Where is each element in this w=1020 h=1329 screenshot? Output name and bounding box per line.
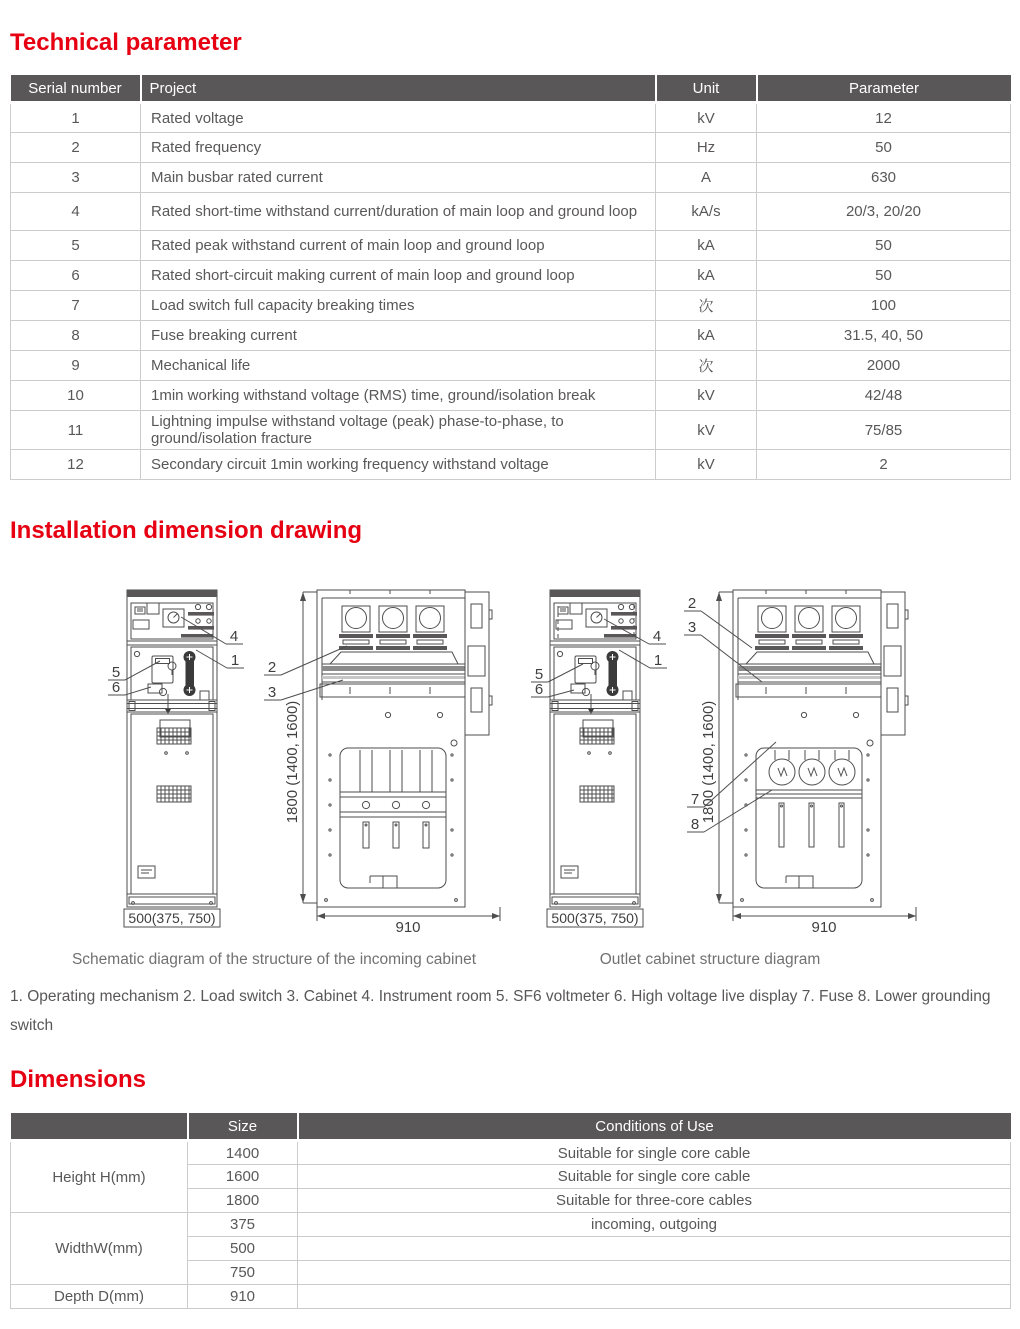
- project-cell: Rated short-circuit making current of main loop and ground loop: [141, 261, 656, 291]
- condition-cell: [298, 1285, 1011, 1309]
- table-row: [11, 411, 1011, 450]
- outlet-cabinet-caption: Outlet cabinet structure diagram: [599, 951, 821, 968]
- serial-cell: 8: [11, 321, 141, 351]
- project-cell: Load switch full capacity breaking times: [141, 291, 656, 321]
- project-cell: Main busbar rated current: [141, 163, 656, 193]
- project-cell: Rated frequency: [141, 133, 656, 163]
- unit-cell: Hz: [656, 133, 757, 163]
- parameter-cell: 50: [757, 261, 1011, 291]
- parameter-cell: 100: [757, 291, 1011, 321]
- unit-cell: 次: [656, 351, 757, 381]
- parameter-cell: 2: [757, 450, 1011, 480]
- technical-parameter-heading: Technical parameter: [10, 29, 242, 56]
- dim-header-size: Size: [188, 1113, 298, 1141]
- project-cell: Lightning impulse withstand voltage (peak) phase-to-phase, to ground/isolation fracture: [141, 411, 656, 450]
- serial-cell: 10: [11, 381, 141, 411]
- serial-cell: 6: [11, 261, 141, 291]
- size-cell: 500: [188, 1237, 298, 1261]
- project-cell: Fuse breaking current: [141, 321, 656, 351]
- unit-cell: kA: [656, 321, 757, 351]
- condition-cell: [298, 1261, 1011, 1285]
- serial-cell: 9: [11, 351, 141, 381]
- installation-drawing-heading: Installation dimension drawing: [10, 517, 363, 544]
- table-row: [11, 231, 1011, 261]
- drawing-legend: 1. Operating mechanism 2. Load switch 3. Cabinet 4. Instrument room 5. SF6 voltmeter 6. High voltage live display 7. Fuse 8. Lower grounding switch: [10, 988, 991, 1034]
- project-cell: Rated peak withstand current of main loop and ground loop: [141, 231, 656, 261]
- callout-3-incoming: 3: [267, 684, 277, 701]
- table-row: [11, 321, 1011, 351]
- tech-header-serial: Serial number: [11, 75, 141, 103]
- callout-4-incoming: 4: [229, 628, 239, 645]
- parameter-cell: 42/48: [757, 381, 1011, 411]
- front-width-dim-incoming: 500(375, 750): [128, 910, 216, 926]
- condition-cell: Suitable for three-core cables: [298, 1189, 1011, 1213]
- parameter-cell: 75/85: [757, 411, 1011, 450]
- width-label-cell: WidthW(mm): [11, 1213, 188, 1285]
- unit-cell: kV: [656, 450, 757, 480]
- serial-cell: 2: [11, 133, 141, 163]
- callout-2-outlet: 2: [687, 595, 697, 612]
- project-cell: Rated short-time withstand current/duration of main loop and ground loop: [141, 193, 656, 231]
- project-cell: Secondary circuit 1min working frequency withstand voltage: [141, 450, 656, 480]
- serial-cell: 11: [11, 411, 141, 450]
- serial-cell: 5: [11, 231, 141, 261]
- table-row: [11, 133, 1011, 163]
- table-row: [11, 1285, 1011, 1309]
- table-row: [11, 1141, 1011, 1165]
- parameter-cell: 2000: [757, 351, 1011, 381]
- height-label-cell: Height H(mm): [11, 1141, 188, 1213]
- callout-1-outlet: 1: [653, 652, 663, 669]
- size-cell: 910: [188, 1285, 298, 1309]
- outlet-side-view: [733, 590, 908, 907]
- table-row: [11, 163, 1011, 193]
- technical-parameter-table: [10, 75, 1011, 480]
- unit-cell: kA: [656, 231, 757, 261]
- table-row: [11, 450, 1011, 480]
- table-row: [11, 351, 1011, 381]
- serial-cell: 1: [11, 103, 141, 133]
- height-dim-outlet: 1800 (1400, 1600): [700, 700, 717, 824]
- incoming-side-view: [317, 590, 492, 907]
- depth-dim-outlet: 910: [811, 919, 837, 936]
- unit-cell: kV: [656, 103, 757, 133]
- condition-cell: incoming, outgoing: [298, 1213, 1011, 1237]
- callout-8-outlet: 8: [690, 816, 700, 833]
- callout-5-outlet: 5: [534, 666, 544, 683]
- parameter-cell: 630: [757, 163, 1011, 193]
- serial-cell: 4: [11, 193, 141, 231]
- parameter-cell: 20/3, 20/20: [757, 193, 1011, 231]
- parameter-cell: 31.5, 40, 50: [757, 321, 1011, 351]
- dim-header-conditions: Conditions of Use: [298, 1113, 1011, 1141]
- depth-dim-incoming: 910: [395, 919, 421, 936]
- serial-cell: 12: [11, 450, 141, 480]
- unit-cell: A: [656, 163, 757, 193]
- incoming-front-view: [124, 590, 220, 927]
- callout-1-incoming: 1: [230, 652, 240, 669]
- tech-header-parameter: Parameter: [757, 75, 1011, 103]
- dim-header-row: [11, 1113, 1011, 1141]
- callout-5-incoming: 5: [111, 664, 121, 681]
- callout-2-incoming: 2: [267, 659, 277, 676]
- parameter-cell: 50: [757, 133, 1011, 163]
- incoming-cabinet-caption: Schematic diagram of the structure of the incoming cabinet: [71, 951, 477, 968]
- table-row: [11, 193, 1011, 231]
- size-cell: 375: [188, 1213, 298, 1237]
- unit-cell: kV: [656, 381, 757, 411]
- installation-drawings: [0, 575, 1020, 940]
- table-row: [11, 103, 1011, 133]
- parameter-cell: 50: [757, 231, 1011, 261]
- dimensions-table: [10, 1113, 1011, 1309]
- tech-header-project: Project: [141, 75, 656, 103]
- size-cell: 1800: [188, 1189, 298, 1213]
- condition-cell: [298, 1237, 1011, 1261]
- table-row: [11, 291, 1011, 321]
- dimensions-heading: Dimensions: [10, 1066, 147, 1093]
- callout-6-incoming: 6: [111, 679, 121, 696]
- project-cell: 1min working withstand voltage (RMS) time, ground/isolation break: [141, 381, 656, 411]
- table-row: [11, 381, 1011, 411]
- table-row: [11, 261, 1011, 291]
- outlet-front-view: [547, 590, 643, 927]
- serial-cell: 7: [11, 291, 141, 321]
- callout-6-outlet: 6: [534, 681, 544, 698]
- front-width-dim-outlet: 500(375, 750): [551, 910, 639, 926]
- unit-cell: kA/s: [656, 193, 757, 231]
- unit-cell: kV: [656, 411, 757, 450]
- callout-3-outlet: 3: [687, 619, 697, 636]
- tech-header-row: [11, 75, 1011, 103]
- project-cell: Rated voltage: [141, 103, 656, 133]
- dim-header-blank: [11, 1113, 188, 1141]
- project-cell: Mechanical life: [141, 351, 656, 381]
- height-dim-incoming: 1800 (1400, 1600): [284, 700, 301, 824]
- parameter-cell: 12: [757, 103, 1011, 133]
- depth-label-cell: Depth D(mm): [11, 1285, 188, 1309]
- unit-cell: 次: [656, 291, 757, 321]
- callout-7-outlet: 7: [690, 791, 700, 808]
- callout-4-outlet: 4: [652, 628, 662, 645]
- size-cell: 1400: [188, 1141, 298, 1165]
- table-row: [11, 1213, 1011, 1237]
- unit-cell: kA: [656, 261, 757, 291]
- size-cell: 1600: [188, 1165, 298, 1189]
- condition-cell: Suitable for single core cable: [298, 1141, 1011, 1165]
- condition-cell: Suitable for single core cable: [298, 1165, 1011, 1189]
- tech-header-unit: Unit: [656, 75, 757, 103]
- serial-cell: 3: [11, 163, 141, 193]
- size-cell: 750: [188, 1261, 298, 1285]
